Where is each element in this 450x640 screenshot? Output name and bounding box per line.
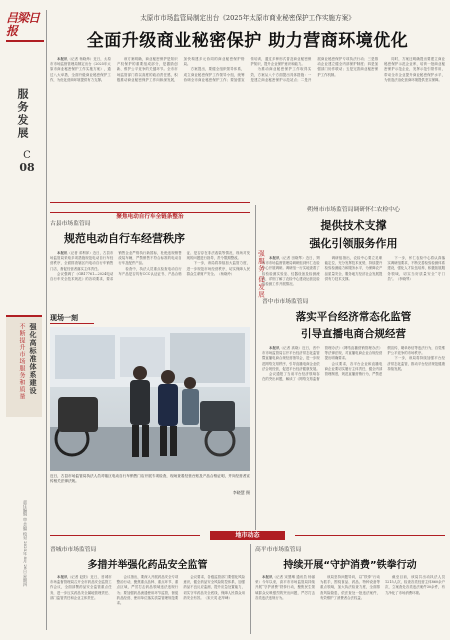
bottom-right-body — [255, 575, 445, 637]
right-mid-byline: 本报讯 — [269, 346, 280, 350]
bottom-right-para-2: 截至目前，该局共出动执法人员1215人次，检查各类经营主体860余户次，立案查处各类违法案件30余件，有力净化了市场消费环境。 — [385, 575, 445, 595]
bottom-left-kicker: 晋城市市场监管局 — [50, 547, 97, 553]
left-story — [50, 202, 250, 532]
right-top-para-2: 下一步，怀仁农检中心将认真落实调研组要求，不断完善检验检测体系建设，强化人才队伍培养，积极拓展服务领域，切实当好质量安全“守门员”。（李晓琴） — [387, 256, 445, 281]
top-story-kicker: 太原市市场监管局制定出台《2025年太原市商业秘密保护工作实施方案》 — [140, 14, 355, 22]
news-photo — [50, 327, 250, 471]
band-line-right — [295, 535, 445, 536]
left-story-byline: 本报讯 — [57, 251, 68, 255]
top-story-body — [50, 57, 445, 199]
left-story-kicker: 古县市场监管局 — [50, 221, 91, 227]
left-story-headline: 规范电动自行车经营秩序 — [64, 232, 185, 245]
photo-credit: 李晓慧 摄 — [232, 490, 250, 495]
photo-illustration — [50, 327, 250, 471]
bottom-right-para-0: （记者 宋慧琳 通讯员 杨丽荣）今年以来，高平市市场监管局持续开展“守护消费”铁拳行动，聚焦民生领域群众反映强烈的突出问题，严厉打击各类违法违规行为。 — [255, 575, 316, 600]
right-mid-headline-2: 引导直播电商合规经营 — [301, 328, 406, 340]
masthead-divider — [6, 40, 44, 42]
right-mid-kicker: 晋中市市场监管局 — [262, 299, 309, 305]
bottom-left-byline: 本报讯 — [57, 575, 68, 579]
top-story-para-1: 该方案明确，商业秘密保护是知识产权保护的重要组成部分，是激励创新、维护公平竞争的关键环节。全市市场监管部门将以高度的政治责任感，积极推动商业秘密保护工作向纵深发展，加快构建多元协同的商业秘密保护格局。 — [116, 57, 245, 82]
right-mid-para-2: 会议要求，各平台企业和直播电商企业要切实履行主体责任，健全内部管理制度，规范直播营销行为，严禁虚假宣传、刷单炒信等违法行为，自觉维护公平竞争的市场秩序。 — [324, 346, 445, 377]
bottom-band — [50, 531, 445, 540]
left-story-para-3: 下一步，该局将持续加大监管力度，进一步规范市场经营秩序，切实保障人民群众生命财产安全。（杨晓玲） — [186, 261, 250, 276]
left-story-para-1: 会议强调了《GB17761—2024电动自行车安全技术规范》的各项要求，要求销售企业严格执行新国标，杜绝违规销售改装车辆，严禁销售不符合标准的电动自行车及配件产品。 — [50, 251, 182, 282]
bottom-left-headline: 多措并举强化药品安全监管 — [87, 560, 208, 571]
photo-caption-text: 近日，古县市场监管局执法人员对辖区电动自行车销售门店开展专项检查，现场查看经营台账及产品合格证明，并向经营者宣传相关法律法规。 — [50, 474, 250, 483]
right-top-headline-2: 强化引领服务作用 — [309, 237, 398, 250]
bottom-column-rule — [250, 544, 251, 634]
photo-caption — [50, 474, 250, 490]
side-slogan: 强化高标准体系建设 — [29, 323, 38, 395]
bottom-left-body — [50, 575, 245, 637]
right-top-para-0: （记者 田晓琴）近日，朔州市市场监督管理局调研组到怀仁农检中心开展调研。调研组一行实地查看了检验检测实验室、仪器设备及检测流程，详细了解了农检中心建设运营及检验检测工作开展情况。 — [262, 256, 320, 287]
right-mid-headline-1: 落实平台经济常态化监管 — [295, 311, 412, 323]
top-story-para-4: 同时，方案还明确提出要建立商业秘密保护示范企业库，培育一批商业秘密保护示范企业，发挥示范引领作用，带动全市企业提升商业秘密保护水平，为营造法治化营商环境提供坚实保障。 — [384, 57, 445, 82]
photo-tag: 现场一刻 — [50, 313, 94, 324]
right-top-byline: 本报讯 — [269, 256, 280, 260]
bottom-left-para-2: 会议要求，各级监管部门要强化风险意识，健全药品安全风险防控体系，加强药品不良反应监测，提升应急处置能力，切实守牢药品安全底线，保障人民群众用药安全有效。（宋天英 赵华峰） — [183, 575, 245, 600]
bottom-band-label: 地市动态 — [210, 531, 285, 540]
right-top-para-1: 调研组指出，农检中心要立足职能定位，充分发挥技术优势，持续提升检验检测能力和服务水平，为保障农产品质量安全、服务地方经济社会发展提供有力技术支撑。 — [324, 256, 383, 281]
band-line-left — [50, 535, 200, 536]
side-sub: 不断提升市场服务和质量 — [18, 323, 25, 400]
top-story-para-2: 方案提出，要健全组织领导体系，成立商业秘密保护工作领导小组，统筹协调全市商业秘密保护工作；要加强宣传培训，通过多种形式普及商业秘密保护知识，提升企业保护意识和能力。 — [183, 57, 312, 82]
top-story-para-0: （记者 杨晓炜）近日，太原市市场监督管理局制定出台《2025年太原市商业秘密保护工作实施方案》，通过八大举措，全面升级商业秘密保护工作，为优化营商环境提供有力支撑。 — [50, 57, 111, 82]
left-story-para-2: 检查中，执法人员重点检查电动自行车产品是否具有CCC认证证书、产品合格证、是否存在非法改装等情况，现场对发现的问题进行指导，责令限期整改。 — [118, 251, 250, 276]
footer-vertical: 责任编辑 审 美编 校对 2025年 8月 26日 星期四 — [23, 500, 28, 587]
bottom-left-para-1: 会议指出，要深入开展药品安全专项整治行动，聚焦重点品种、重点环节、重点区域，严厉打击药品领域违法违规行为；要加强药品流通使用环节监管，督促药品经营、使用单位落实质量管理规范要求。 — [116, 575, 179, 606]
right-mid-para-3: 下一步，该局将持续加强平台经济常态化监管，推动平台经济规范健康持续发展。 — [387, 356, 445, 371]
top-story — [50, 10, 445, 210]
middle-column-rule — [255, 205, 256, 530]
right-top-kicker: 朔州市市场监管局调研怀仁农检中心 — [307, 207, 400, 213]
right-mid-story — [262, 296, 445, 528]
right-mid-body — [262, 346, 445, 526]
top-story-headline: 全面升级商业秘密保护 助力营商环境优化 — [86, 31, 409, 51]
left-story-para-0: （记者 邓利萍）近日，古县市场监管局采取多项措施规范电动自行车经营秩序，全面排查辖区内电动自行车销售门店，督促经营者落实主体责任。 — [50, 251, 114, 271]
bottom-right-kicker: 高平市市场监管局 — [255, 547, 302, 553]
right-mid-para-1: 会议通报了当前平台经济领域存在的突出问题，解读了《网络交易监督管理办法》《网络直播营销管理办法》等法律法规，对直播电商企业合规经营提出明确要求。 — [262, 346, 383, 382]
bottom-right-byline: 本报讯 — [262, 575, 273, 579]
top-story-byline: 本报讯 — [57, 57, 68, 61]
left-column-rule — [46, 10, 47, 630]
bottom-left-para-0: （记者 赵阳）近日，晋城市市场监督管理局召开全市药品安全监管工作会议，全面部署药品安全监管重点任务，进一步压实药品安全属地管理责任、部门监管责任和企业主体责任。 — [50, 575, 112, 600]
side-slogan-box — [6, 315, 42, 417]
top-story-para-3: 为推动商业秘密保护工作取得实效，方案从八个方面提出具体措施：一是建立商业秘密保护示范站点；二是开展商业秘密保护专项执法行动；三是推动企业建立健全内部保护制度；四是加强部门协作联动；五是完善商业秘密保护工作机制。 — [250, 57, 379, 82]
page-label — [14, 150, 40, 174]
masthead-logo — [6, 12, 46, 38]
right-mid-para-0: （记者 高晓）近日，晋中市市场监管局召开平台经济常态化监管暨直播电商合规经营指导会，进一步规范网络交易秩序，引导直播电商企业依法合规经营，促进平台经济健康发展。 — [262, 346, 320, 371]
bottom-right-story — [255, 544, 445, 636]
side-label: 强服务 促发展 — [257, 250, 265, 299]
section-banner — [50, 202, 250, 220]
right-top-headline-1: 提供技术支撑 — [320, 219, 387, 232]
section-banner-text: 聚焦电动自行车全链条整治 — [116, 214, 184, 220]
bottom-right-para-1: 该局坚持问题导向，以“铁拳”行动为抓手，围绕食品、药品、特种设备等重点领域，加大执法检查力度，全面排查风险隐患，依法查处一批违法案件，有效维护了消费者合法权益。 — [320, 575, 380, 600]
bottom-right-headline: 持续开展“守护消费”铁拳行动 — [283, 560, 417, 571]
logo-text: 吕梁日报 — [6, 11, 40, 38]
section-title: 服务发展 — [16, 88, 29, 140]
left-story-body — [50, 251, 250, 309]
page-number: 08 — [19, 161, 35, 174]
bottom-left-story — [50, 544, 245, 636]
page-letter: C — [23, 150, 31, 161]
